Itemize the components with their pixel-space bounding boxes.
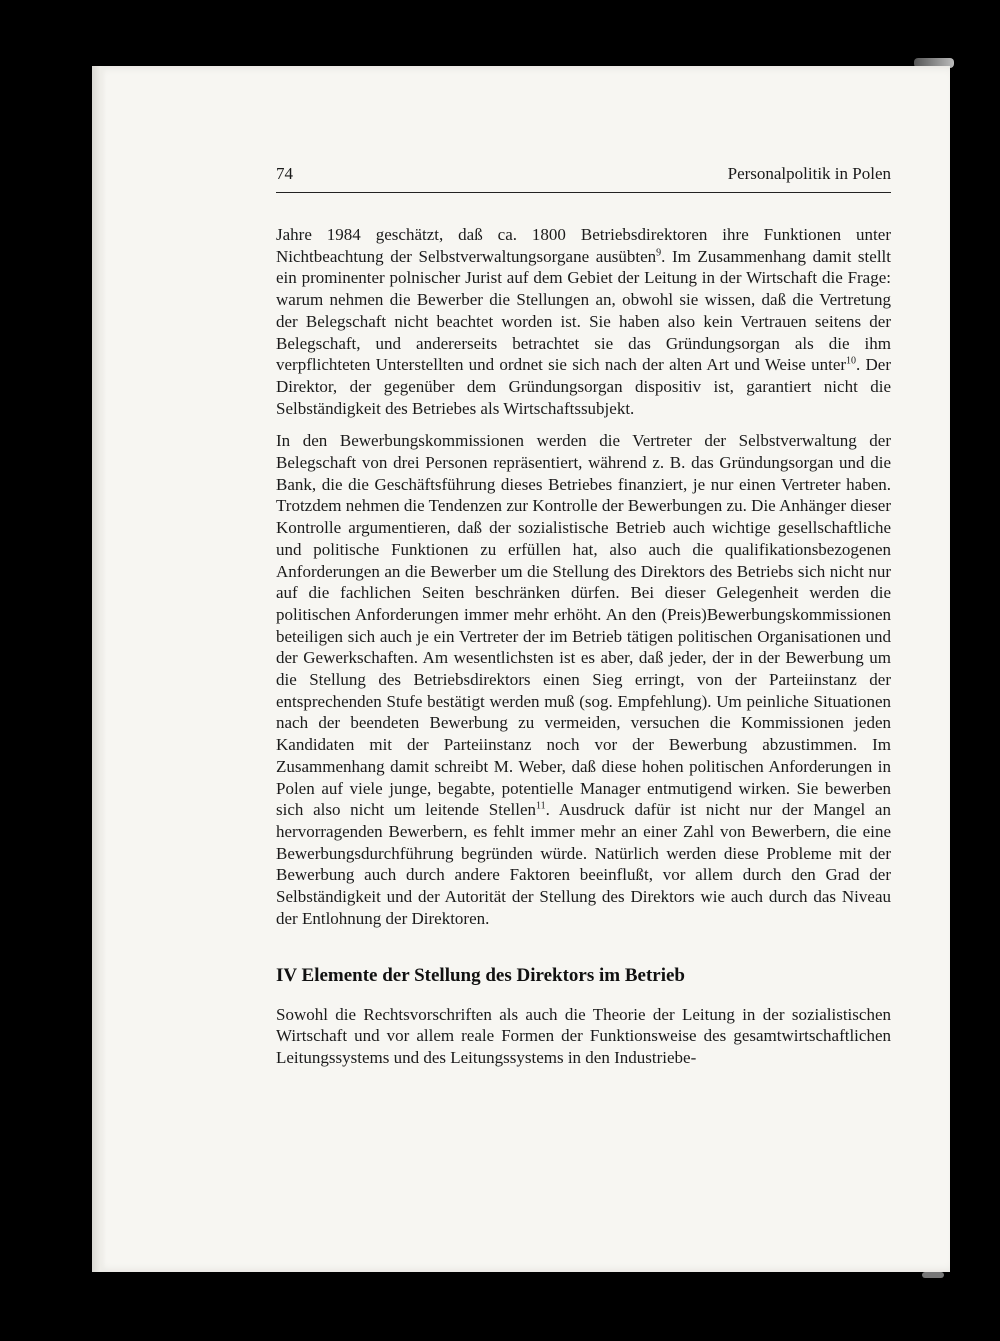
page-binding-shadow — [92, 66, 106, 1272]
paragraph-2 — [276, 430, 891, 929]
paragraph-text: . Ausdruck dafür ist nicht nur der Mangel an hervorragenden Bewerbern, es fehlt immer mehr an einer Zahl von Bewerbern, die eine Bewerbungsdurchführung begründen würde. Natürlich werden diese Probleme mit der Bewerbung auch durch andere Faktoren beeinflußt, vor allem durch den Grad der Selbständigkeit und der Autorität der Stellung des Direktors wie auch durch das Niveau der Entlohnung der Direktoren. — [276, 800, 891, 928]
paragraph-text: In den Bewerbungskommissionen werden die Vertreter der Selbstverwaltung der Belegschaft von drei Personen repräsentiert, während z. B. das Gründungsorgan und die Bank, die die Geschäftsführung dieses Betriebes finanziert, je nur einen Vertreter haben. Trotzdem nehmen die Tendenzen zur Kontrolle der Bewerbungen zu. Die Anhänger dieser Kontrolle argumentieren, daß der sozialistische Betrieb auch wichtige gesellschaftliche und politische Funktionen zu erfüllen hat, also auch die qualifikationsbezogenen Anforderungen an die Bewerber um die Stellung des Direktors des Betriebs sich nicht nur auf die fachlichen Seiten beschränken dürfen. Bei dieser Gelegenheit werden die politischen Anforderungen immer mehr erhöht. An den (Preis)Bewerbungskommissionen beteiligen sich auch je ein Vertreter der im Betrieb tätigen politischen Organisationen und der Gewerkschaften. Am wesentlichsten ist es aber, daß jeder, der in der Bewerbung um die Stellung des Betriebsdirektors einen Sieg erringt, von der Parteiinstanz der entsprechenden Stufe bestätigt werden muß (sog. Empfehlung). Um peinliche Situationen nach der beendeten Bewerbung zu vermeiden, versuchen die Kommissionen jeden Kandidaten mit der Parteiinstanz noch vor der Bewerbung abzustimmen. Im Zusammenhang damit schreibt M. Weber, daß diese hohen politischen Anforderungen in Polen auf viele junge, begabte, potentielle Manager entmutigend wirken. Sie bewerben sich also nicht um leitende Stellen — [276, 431, 891, 820]
paragraph-text: Jahre 1984 geschätzt, daß ca. 1800 Betriebsdirektoren ihre Funktionen unter Nichtbeachtung der Selbstverwaltungsorgane ausübten — [276, 225, 891, 266]
header-rule — [276, 192, 891, 193]
paragraph-text: . Im Zusammenhang damit stellt ein prominenter polnischer Jurist auf dem Gebiet der Leitung in der Wirtschaft die Frage: warum nehmen die Bewerber die Stellungen an, obwohl sie wissen, daß die Vertretung der Belegschaft nicht beachtet worden ist. Sie haben also kein Vertrauen seitens der Belegschaft, und andererseits betrachtet sie das Gründungsorgan als die ihm verpflichteten Unterstellten und ordnet sie sich nach der alten Art und Weise unter — [276, 246, 891, 375]
scan-corner-mark-bottom — [922, 1272, 944, 1278]
page-number: 74 — [276, 164, 293, 183]
section-heading: IV Elemente der Stellung des Direktors im Betrieb — [276, 964, 685, 986]
running-title: Personalpolitik in Polen — [727, 164, 891, 183]
footnote-ref-9: 9 — [656, 247, 662, 259]
page-body — [276, 224, 891, 1069]
paragraph-text: . Der Direktor, der gegenüber dem Gründungsorgan dispositiv ist, garantiert nicht die Selbständigkeit des Betriebes als Wirtschaftssubjekt. — [276, 355, 892, 418]
paragraph-1 — [276, 224, 891, 419]
page-header — [276, 162, 891, 190]
footnote-ref-11: 11 — [536, 800, 546, 812]
footnote-ref-10: 10 — [846, 355, 857, 367]
paragraph-3: Sowohl die Rechtsvorschriften als auch die Theorie der Leitung in der sozialistischen Wirtschaft und vor allem reale Formen der Funktionsweise des gesamtwirtschaftlichen Leitungssystems und des Leitungssystems in den Industriebe- — [276, 1004, 891, 1067]
